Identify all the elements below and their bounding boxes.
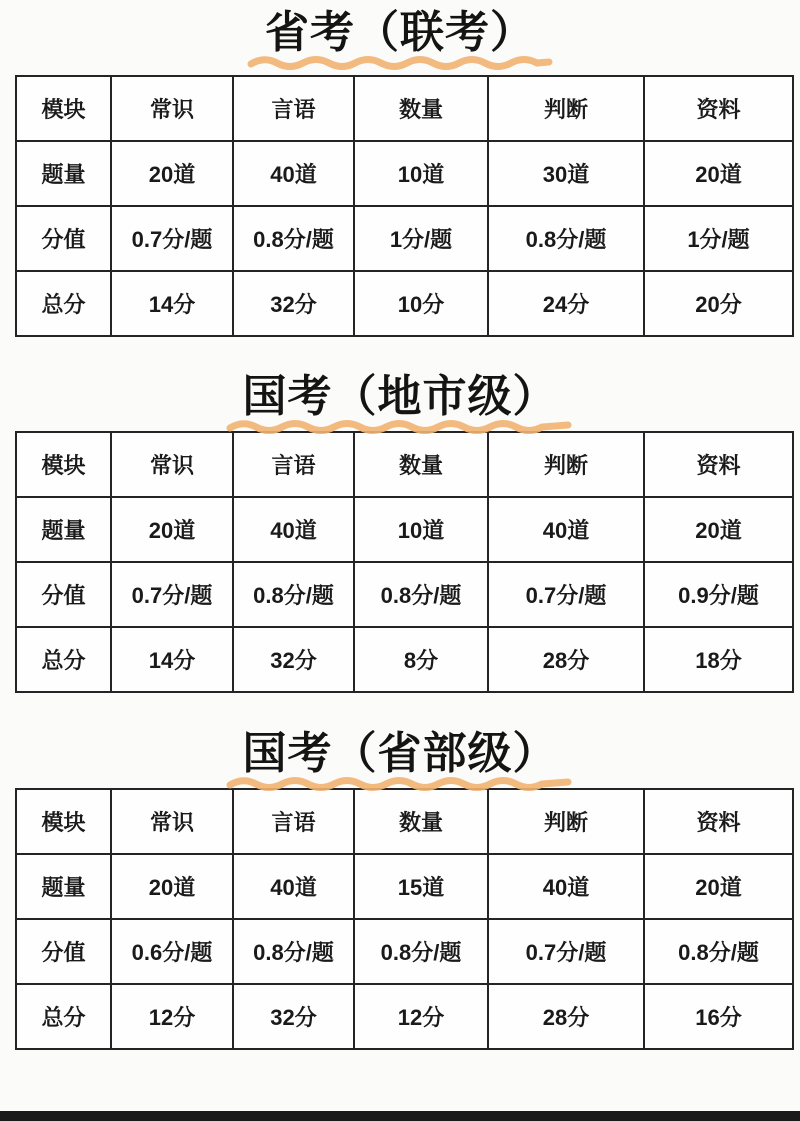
exam-table-guokao-dishi	[15, 431, 794, 693]
value-cell: 0.8分/题	[354, 562, 488, 627]
header-cell: 资料	[644, 432, 793, 497]
table-header-row	[16, 76, 793, 141]
value-cell: 18分	[644, 627, 793, 692]
value-cell: 32分	[233, 984, 354, 1049]
header-cell: 模块	[16, 76, 111, 141]
value-cell: 0.8分/题	[644, 919, 793, 984]
table-header-row	[16, 789, 793, 854]
table-row	[16, 984, 793, 1049]
value-cell: 40道	[488, 854, 644, 919]
value-cell: 40道	[488, 497, 644, 562]
value-cell: 40道	[233, 141, 354, 206]
value-cell: 30道	[488, 141, 644, 206]
value-cell: 20道	[111, 854, 233, 919]
header-cell: 言语	[233, 789, 354, 854]
value-cell: 32分	[233, 627, 354, 692]
value-cell: 28分	[488, 627, 644, 692]
row-label: 总分	[16, 271, 111, 336]
value-cell: 0.6分/题	[111, 919, 233, 984]
value-cell: 32分	[233, 271, 354, 336]
header-cell: 数量	[354, 76, 488, 141]
value-cell: 1分/题	[354, 206, 488, 271]
value-cell: 1分/题	[644, 206, 793, 271]
value-cell: 0.8分/题	[233, 562, 354, 627]
value-cell: 0.8分/题	[354, 919, 488, 984]
table-row	[16, 206, 793, 271]
value-cell: 12分	[354, 984, 488, 1049]
value-cell: 16分	[644, 984, 793, 1049]
table-row	[16, 497, 793, 562]
value-cell: 0.7分/题	[488, 919, 644, 984]
row-label: 总分	[16, 984, 111, 1049]
table-row	[16, 854, 793, 919]
value-cell: 20道	[111, 141, 233, 206]
table-row	[16, 141, 793, 206]
value-cell: 10道	[354, 497, 488, 562]
value-cell: 15道	[354, 854, 488, 919]
header-cell: 言语	[233, 76, 354, 141]
value-cell: 12分	[111, 984, 233, 1049]
value-cell: 20分	[644, 271, 793, 336]
header-cell: 数量	[354, 789, 488, 854]
header-cell: 资料	[644, 789, 793, 854]
header-cell: 常识	[111, 76, 233, 141]
value-cell: 10分	[354, 271, 488, 336]
header-cell: 判断	[488, 789, 644, 854]
wavy-underline	[224, 774, 576, 792]
value-cell: 10道	[354, 141, 488, 206]
header-cell: 判断	[488, 76, 644, 141]
header-cell: 言语	[233, 432, 354, 497]
value-cell: 20道	[111, 497, 233, 562]
row-label: 总分	[16, 627, 111, 692]
exam-table-guokao-shengbu	[15, 788, 794, 1050]
section-title-guokao-shengbu: 国考（省部级）	[242, 729, 558, 778]
value-cell: 0.9分/题	[644, 562, 793, 627]
header-cell: 资料	[644, 76, 793, 141]
table-header-row	[16, 432, 793, 497]
header-cell: 数量	[354, 432, 488, 497]
value-cell: 0.7分/题	[488, 562, 644, 627]
section-title-guokao-dishi: 国考（地市级）	[242, 372, 558, 421]
value-cell: 0.7分/题	[111, 562, 233, 627]
table-row	[16, 919, 793, 984]
row-label: 题量	[16, 854, 111, 919]
value-cell: 20道	[644, 854, 793, 919]
header-cell: 模块	[16, 432, 111, 497]
value-cell: 20道	[644, 141, 793, 206]
value-cell: 14分	[111, 271, 233, 336]
row-label: 题量	[16, 141, 111, 206]
value-cell: 28分	[488, 984, 644, 1049]
value-cell: 0.8分/题	[233, 919, 354, 984]
table-row	[16, 627, 793, 692]
section-title-shengkao: 省考（联考）	[265, 8, 535, 57]
header-cell: 常识	[111, 789, 233, 854]
value-cell: 8分	[354, 627, 488, 692]
value-cell: 24分	[488, 271, 644, 336]
value-cell: 40道	[233, 854, 354, 919]
row-label: 分值	[16, 206, 111, 271]
header-cell: 常识	[111, 432, 233, 497]
value-cell: 14分	[111, 627, 233, 692]
value-cell: 0.7分/题	[111, 206, 233, 271]
header-cell: 模块	[16, 789, 111, 854]
exam-table-shengkao	[15, 75, 794, 337]
value-cell: 40道	[233, 497, 354, 562]
value-cell: 20道	[644, 497, 793, 562]
header-cell: 判断	[488, 432, 644, 497]
value-cell: 0.8分/题	[488, 206, 644, 271]
wavy-underline	[224, 417, 576, 435]
row-label: 分值	[16, 562, 111, 627]
table-row	[16, 271, 793, 336]
row-label: 题量	[16, 497, 111, 562]
table-row	[16, 562, 793, 627]
value-cell: 0.8分/题	[233, 206, 354, 271]
wavy-underline	[245, 53, 555, 71]
row-label: 分值	[16, 919, 111, 984]
